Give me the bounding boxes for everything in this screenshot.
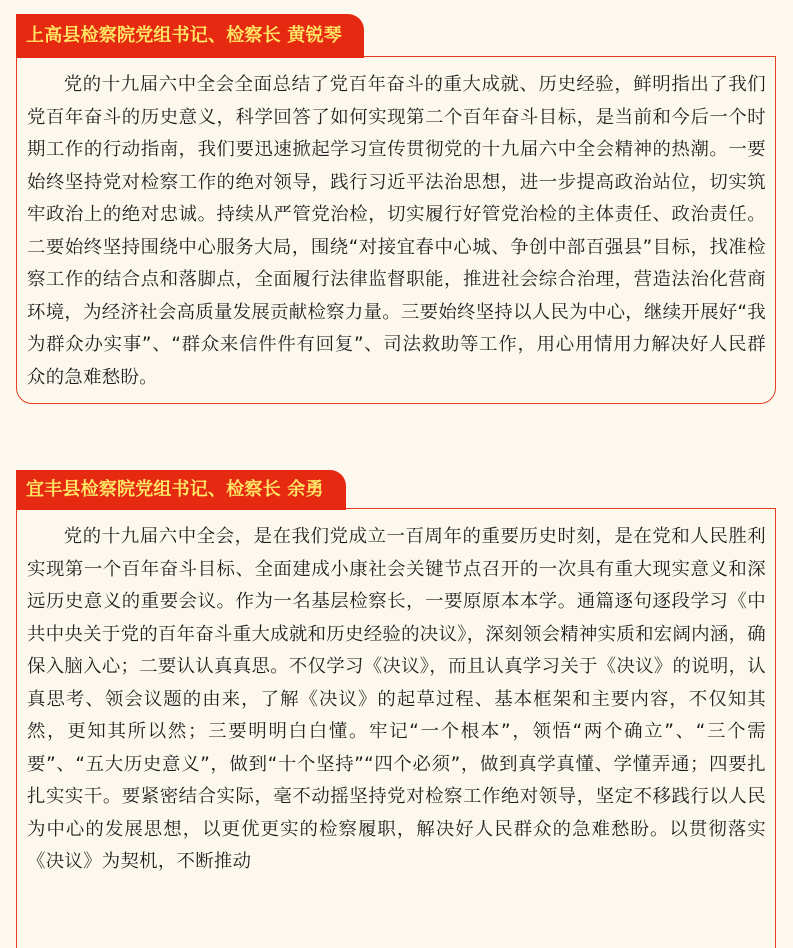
statement-box	[16, 56, 776, 404]
statement-text: 党的十九届六中全会，是在我们党成立一百周年的重要历史时刻，是在党和人民胜利实现第一个百年奋斗目标、全面建成小康社会关键节点召开的一次具有重大现实意义和深远历史意义的重要会议。作为一名基层检察长，一要原原本本学。通篇逐句逐段学习《中共中央关于党的百年奋斗重大成就和历史经验的决议》，深刻领会精神实质和宏阔内涵，确保入脑入心；二要认认真真思。不仅学习《决议》，而且认真学习关于《决议》的说明，认真思考、领会议题的由来，了解《决议》的起草过程、基本框架和主要内容，不仅知其然，更知其所以然；三要明明白白懂。牢记“一个根本”，领悟“两个确立”、“三个需要”、“五大历史意义”，做到“十个坚持”“四个必须”，做到真学真懂、学懂弄通；四要扎扎实实干。要紧密结合实际，毫不动摇坚持党对检察工作绝对领导，坚定不移践行以人民为中心的发展思想，以更优更实的检察履职，解决好人民群众的急难愁盼。以贯彻落实《决议》为契机，不断推动	[27, 526, 766, 872]
statement-box	[16, 508, 776, 948]
leader-statement-card	[16, 470, 776, 948]
section-title: 上高县检察院党组书记、检察长 黄锐琴	[16, 14, 364, 58]
statement-text: 党的十九届六中全会全面总结了党百年奋斗的重大成就、历史经验，鲜明指出了我们党百年奋斗的历史意义，科学回答了如何实现第二个百年奋斗目标，是当前和今后一个时期工作的行动指南，我们要迅速掀起学习宣传贯彻党的十九届六中全会精神的热潮。一要始终坚持党对检察工作的绝对领导，践行习近平法治思想，进一步提高政治站位，切实筑牢政治上的绝对忠诚。持续从严管党治检，切实履行好管党治检的主体责任、政治责任。二要始终坚持围绕中心服务大局，围绕“对接宜春中心城、争创中部百强县”目标，找准检察工作的结合点和落脚点，全面履行法律监督职能，推进社会综合治理，营造法治化营商环境，为经济社会高质量发展贡献检察力量。三要始终坚持以人民为中心，继续开展好“我为群众办实事”、“群众来信件件有回复”、司法救助等工作，用心用情用力解决好人民群众的急难愁盼。	[27, 74, 766, 388]
section-title: 宜丰县检察院党组书记、检察长 余勇	[16, 470, 346, 510]
leader-statement-card	[16, 14, 776, 404]
